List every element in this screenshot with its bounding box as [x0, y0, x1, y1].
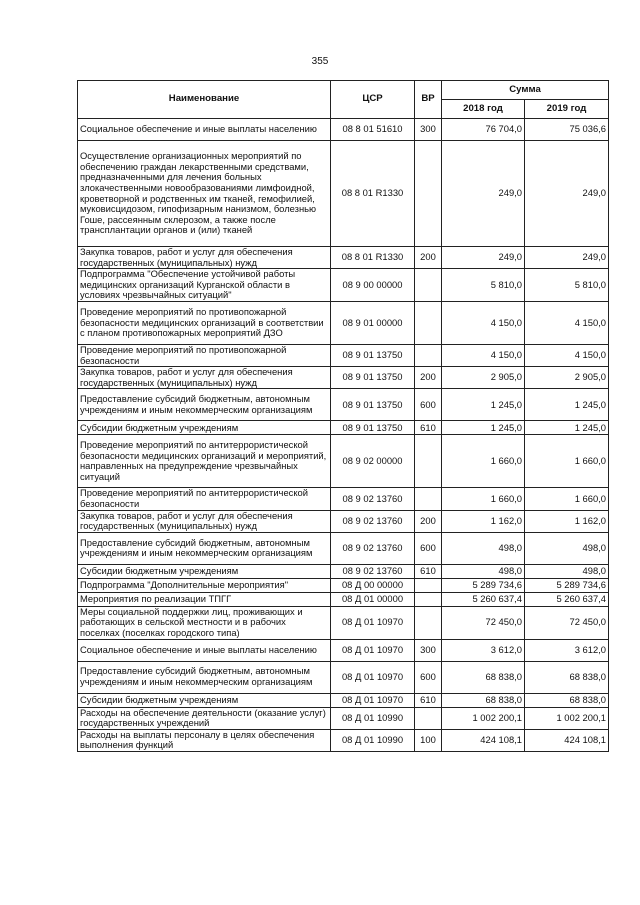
- row-2018: 4 150,0: [442, 344, 525, 366]
- row-vr: 300: [415, 119, 442, 141]
- row-name: Социальное обеспечение и иные выплаты населению: [78, 639, 331, 661]
- row-csr: 08 Д 01 10990: [331, 729, 415, 751]
- row-2019: 5 810,0: [525, 269, 609, 302]
- row-vr: [415, 707, 442, 729]
- table-row: [78, 707, 609, 729]
- row-name: Субсидии бюджетным учреждениям: [78, 421, 331, 435]
- table-row: [78, 389, 609, 421]
- table-row: [78, 729, 609, 751]
- row-2018: 68 838,0: [442, 693, 525, 707]
- table-row: [78, 488, 609, 510]
- row-vr: 200: [415, 247, 442, 269]
- row-2018: 2 905,0: [442, 367, 525, 389]
- row-2019: 75 036,6: [525, 119, 609, 141]
- row-2019: 68 838,0: [525, 693, 609, 707]
- row-2019: 2 905,0: [525, 367, 609, 389]
- row-2019: 4 150,0: [525, 344, 609, 366]
- row-name: Подпрограмма "Обеспечение устойчивой работы медицинских организаций Курганской области в условиях чрезвычайных ситуаций": [78, 269, 331, 302]
- row-name: Субсидии бюджетным учреждениям: [78, 564, 331, 578]
- row-2018: 68 838,0: [442, 661, 525, 693]
- table-row: [78, 606, 609, 639]
- table-row: [78, 367, 609, 389]
- row-vr: [415, 592, 442, 606]
- row-2018: 1 245,0: [442, 421, 525, 435]
- row-csr: 08 8 01 R1330: [331, 247, 415, 269]
- table-row: [78, 301, 609, 344]
- header-2019: 2019 год: [525, 100, 609, 119]
- row-vr: [415, 141, 442, 247]
- row-2019: 1 660,0: [525, 488, 609, 510]
- row-name: Закупка товаров, работ и услуг для обеспечения государственных (муниципальных) нужд: [78, 367, 331, 389]
- row-csr: 08 9 01 13750: [331, 389, 415, 421]
- table-row: [78, 247, 609, 269]
- table-body: [78, 119, 609, 752]
- row-csr: 08 Д 01 10970: [331, 693, 415, 707]
- row-name: Меры социальной поддержки лиц, проживающих и работающих в сельской местности и в рабочих поселках (поселках городского типа): [78, 606, 331, 639]
- row-vr: 600: [415, 389, 442, 421]
- row-name: Закупка товаров, работ и услуг для обеспечения государственных (муниципальных) нужд: [78, 247, 331, 269]
- row-2019: 4 150,0: [525, 301, 609, 344]
- row-vr: 300: [415, 639, 442, 661]
- row-csr: 08 9 02 13760: [331, 532, 415, 564]
- row-csr: 08 9 01 00000: [331, 301, 415, 344]
- table-row: [78, 578, 609, 592]
- row-name: Субсидии бюджетным учреждениям: [78, 693, 331, 707]
- row-csr: 08 9 02 13760: [331, 564, 415, 578]
- row-csr: 08 9 01 13750: [331, 421, 415, 435]
- row-2019: 72 450,0: [525, 606, 609, 639]
- row-2018: 1 660,0: [442, 435, 525, 488]
- row-2019: 1 002 200,1: [525, 707, 609, 729]
- row-vr: [415, 606, 442, 639]
- budget-table: [77, 80, 609, 752]
- row-name: Подпрограмма "Дополнительные мероприятия": [78, 578, 331, 592]
- row-name: Расходы на обеспечение деятельности (оказание услуг) государственных учреждений: [78, 707, 331, 729]
- row-vr: [415, 269, 442, 302]
- row-2018: 1 002 200,1: [442, 707, 525, 729]
- row-2019: 1 660,0: [525, 435, 609, 488]
- row-2019: 424 108,1: [525, 729, 609, 751]
- row-2018: 5 260 637,4: [442, 592, 525, 606]
- row-vr: [415, 344, 442, 366]
- row-name: Мероприятия по реализации ТПГГ: [78, 592, 331, 606]
- row-name: Проведение мероприятий по противопожарной безопасности: [78, 344, 331, 366]
- table-row: [78, 592, 609, 606]
- row-vr: 600: [415, 661, 442, 693]
- row-vr: 200: [415, 510, 442, 532]
- table-row: [78, 693, 609, 707]
- row-2018: 249,0: [442, 247, 525, 269]
- row-2019: 3 612,0: [525, 639, 609, 661]
- row-name: Проведение мероприятий по противопожарной безопасности медицинских организаций в соответствии с планом противопожарных мероприятий ДЗО: [78, 301, 331, 344]
- row-2018: 1 245,0: [442, 389, 525, 421]
- table-row: [78, 435, 609, 488]
- table-row: [78, 564, 609, 578]
- row-2018: 72 450,0: [442, 606, 525, 639]
- table-row: [78, 510, 609, 532]
- row-2018: 1 162,0: [442, 510, 525, 532]
- table-row: [78, 421, 609, 435]
- table-row: [78, 639, 609, 661]
- row-2018: 5 289 734,6: [442, 578, 525, 592]
- row-2019: 249,0: [525, 247, 609, 269]
- row-csr: 08 Д 01 10970: [331, 639, 415, 661]
- row-csr: 08 9 01 13750: [331, 367, 415, 389]
- row-vr: [415, 435, 442, 488]
- row-2018: 424 108,1: [442, 729, 525, 751]
- row-csr: 08 Д 01 10990: [331, 707, 415, 729]
- table-row: [78, 269, 609, 302]
- row-csr: 08 Д 00 00000: [331, 578, 415, 592]
- table-row: [78, 119, 609, 141]
- row-2019: 498,0: [525, 564, 609, 578]
- header-2018: 2018 год: [442, 100, 525, 119]
- row-2018: 76 704,0: [442, 119, 525, 141]
- row-name: Закупка товаров, работ и услуг для обеспечения государственных (муниципальных) нужд: [78, 510, 331, 532]
- row-2019: 1 245,0: [525, 389, 609, 421]
- row-name: Проведение мероприятий по антитеррористической безопасности медицинских организаций и мероприятий, направленных на предупреждение чрезвычайных ситуаций: [78, 435, 331, 488]
- row-name: Проведение мероприятий по антитеррористической безопасности: [78, 488, 331, 510]
- row-2018: 1 660,0: [442, 488, 525, 510]
- row-2018: 498,0: [442, 532, 525, 564]
- row-csr: 08 9 02 13760: [331, 510, 415, 532]
- row-2019: 68 838,0: [525, 661, 609, 693]
- row-2018: 498,0: [442, 564, 525, 578]
- row-vr: 610: [415, 564, 442, 578]
- row-csr: 08 Д 01 10970: [331, 606, 415, 639]
- row-csr: 08 Д 01 10970: [331, 661, 415, 693]
- page-number: 355: [311, 56, 329, 67]
- row-name: Осуществление организационных мероприятий по обеспечению граждан лекарственными средствами, предназначенными для лечения больных злокачественными новообразованиями лимфоидной, кроветворной и родственных им тканей, гемофилией, муковисцидозом, гипофизарным нанизмом, болезнью Гоше, рассеянным склерозом, а также после трансплантации органов и (или) тканей: [78, 141, 331, 247]
- row-csr: 08 9 01 13750: [331, 344, 415, 366]
- row-name: Предоставление субсидий бюджетным, автономным учреждениям и иным некоммерческим организациям: [78, 661, 331, 693]
- row-2019: 249,0: [525, 141, 609, 247]
- row-vr: 600: [415, 532, 442, 564]
- row-2018: 4 150,0: [442, 301, 525, 344]
- row-vr: [415, 301, 442, 344]
- row-vr: 610: [415, 421, 442, 435]
- row-csr: 08 9 00 00000: [331, 269, 415, 302]
- table-row: [78, 344, 609, 366]
- row-2019: 498,0: [525, 532, 609, 564]
- row-name: Расходы на выплаты персоналу в целях обеспечения выполнения функций: [78, 729, 331, 751]
- table-row: [78, 532, 609, 564]
- row-name: Социальное обеспечение и иные выплаты населению: [78, 119, 331, 141]
- row-csr: 08 Д 01 00000: [331, 592, 415, 606]
- row-2019: 5 289 734,6: [525, 578, 609, 592]
- row-vr: [415, 578, 442, 592]
- row-vr: 610: [415, 693, 442, 707]
- row-csr: 08 9 02 00000: [331, 435, 415, 488]
- row-csr: 08 9 02 13760: [331, 488, 415, 510]
- header-sum: Сумма: [442, 81, 609, 100]
- header-vr: ВР: [415, 81, 442, 119]
- row-2019: 1 162,0: [525, 510, 609, 532]
- table-row: [78, 661, 609, 693]
- header-csr: ЦСР: [331, 81, 415, 119]
- table-row: [78, 141, 609, 247]
- row-vr: [415, 488, 442, 510]
- row-vr: 200: [415, 367, 442, 389]
- row-name: Предоставление субсидий бюджетным, автономным учреждениям и иным некоммерческим организациям: [78, 389, 331, 421]
- row-csr: 08 8 01 51610: [331, 119, 415, 141]
- row-2018: 5 810,0: [442, 269, 525, 302]
- row-name: Предоставление субсидий бюджетным, автономным учреждениям и иным некоммерческим организациям: [78, 532, 331, 564]
- header-name: Наименование: [78, 81, 331, 119]
- row-2018: 249,0: [442, 141, 525, 247]
- row-2019: 1 245,0: [525, 421, 609, 435]
- row-vr: 100: [415, 729, 442, 751]
- row-2018: 3 612,0: [442, 639, 525, 661]
- row-csr: 08 8 01 R1330: [331, 141, 415, 247]
- row-2019: 5 260 637,4: [525, 592, 609, 606]
